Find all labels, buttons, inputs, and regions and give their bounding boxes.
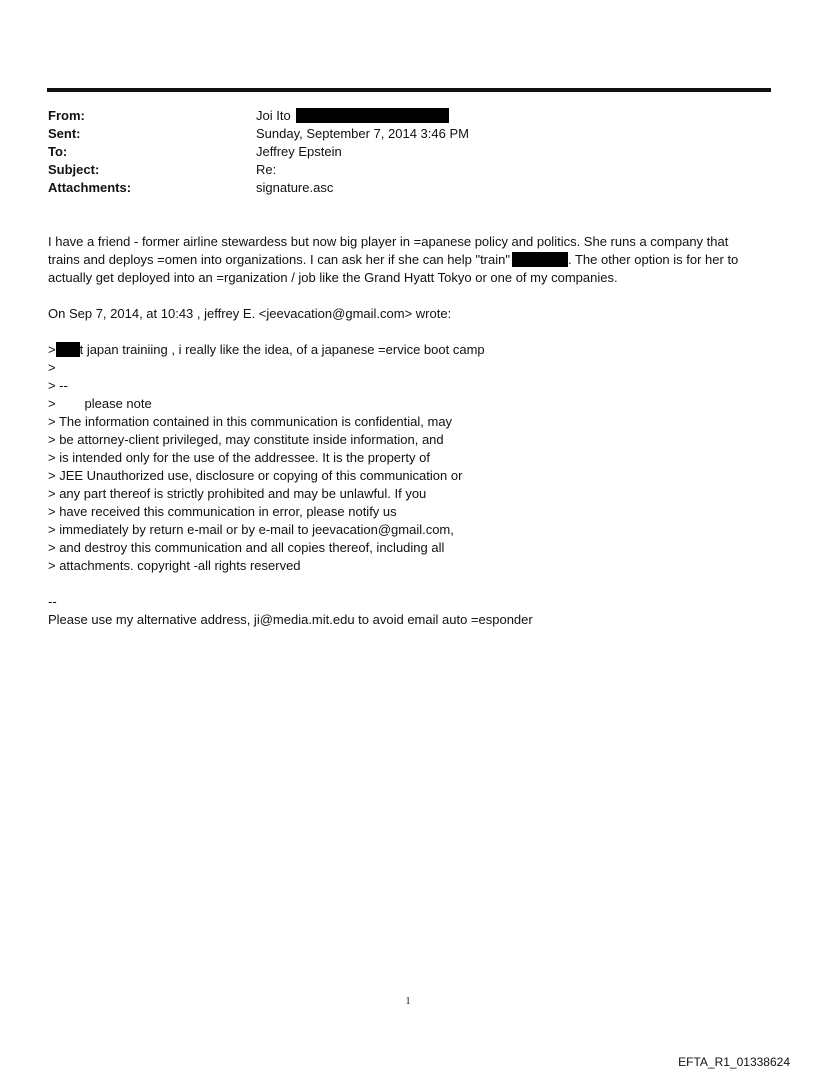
signature-separator: -- xyxy=(48,594,57,609)
quote-text: t japan trainiing , i really like the idea, of a japanese =ervice boot camp xyxy=(79,342,485,357)
body-line: I have a friend - former airline stewardess but now big player in =apanese policy and politics. She runs a company that xyxy=(48,234,729,249)
quote-intro: On Sep 7, 2014, at 10:43 , jeffrey E. <jeevacation@gmail.com> wrote: xyxy=(48,306,452,321)
quote-line: > is intended only for the use of the addressee. It is the property of xyxy=(48,450,430,465)
body-line xyxy=(48,251,768,269)
sent-row xyxy=(48,125,768,143)
quote-line xyxy=(48,341,768,359)
signature-line: Please use my alternative address, ji@media.mit.edu to avoid email auto =esponder xyxy=(48,612,533,627)
quote-line: > be attorney-client privileged, may constitute inside information, and xyxy=(48,432,444,447)
header-divider xyxy=(47,88,771,92)
from-value: Joi Ito xyxy=(256,108,291,123)
redaction-box xyxy=(56,342,80,357)
subject-label: Subject: xyxy=(48,162,100,177)
quote-line: > please note xyxy=(48,396,152,411)
body-text: trains and deploys =omen into organizations. I can ask her if she can help "train" xyxy=(48,252,510,267)
quote-line: > -- xyxy=(48,378,68,393)
to-label: To: xyxy=(48,144,68,159)
quote-line: > have received this communication in error, please notify us xyxy=(48,504,397,519)
quote-line: > The information contained in this communication is confidential, may xyxy=(48,414,453,429)
attachments-label: Attachments: xyxy=(48,180,132,195)
body-text: . The other option is for her to xyxy=(567,252,739,267)
sent-label: Sent: xyxy=(48,126,81,141)
redaction-box xyxy=(512,252,568,267)
subject-value: Re: xyxy=(256,162,277,177)
attachment-link[interactable]: signature.asc xyxy=(256,180,334,195)
from-label: From: xyxy=(48,108,85,123)
redaction-box xyxy=(296,108,449,123)
body-line: actually get deployed into an =rganization / job like the Grand Hyatt Tokyo or one of my companies. xyxy=(48,270,618,285)
page-number: 1 xyxy=(405,996,411,1007)
email-header xyxy=(48,107,768,197)
attachments-row xyxy=(48,179,768,197)
quote-line: > xyxy=(48,360,56,375)
quote-marker: > xyxy=(48,342,56,357)
to-row xyxy=(48,143,768,161)
quote-line: > any part thereof is strictly prohibited and may be unlawful. If you xyxy=(48,486,427,501)
to-value: Jeffrey Epstein xyxy=(256,144,342,159)
quote-line: > immediately by return e-mail or by e-mail to jeevacation@gmail.com, xyxy=(48,522,454,537)
quote-line: > and destroy this communication and all copies thereof, including all xyxy=(48,540,445,555)
document-id: EFTA_R1_01338624 xyxy=(678,1055,790,1069)
quote-line: > JEE Unauthorized use, disclosure or copying of this communication or xyxy=(48,468,463,483)
email-body xyxy=(48,233,768,629)
quote-line: > attachments. copyright -all rights reserved xyxy=(48,558,301,573)
sent-value: Sunday, September 7, 2014 3:46 PM xyxy=(256,126,469,141)
from-row xyxy=(48,107,768,125)
subject-row xyxy=(48,161,768,179)
